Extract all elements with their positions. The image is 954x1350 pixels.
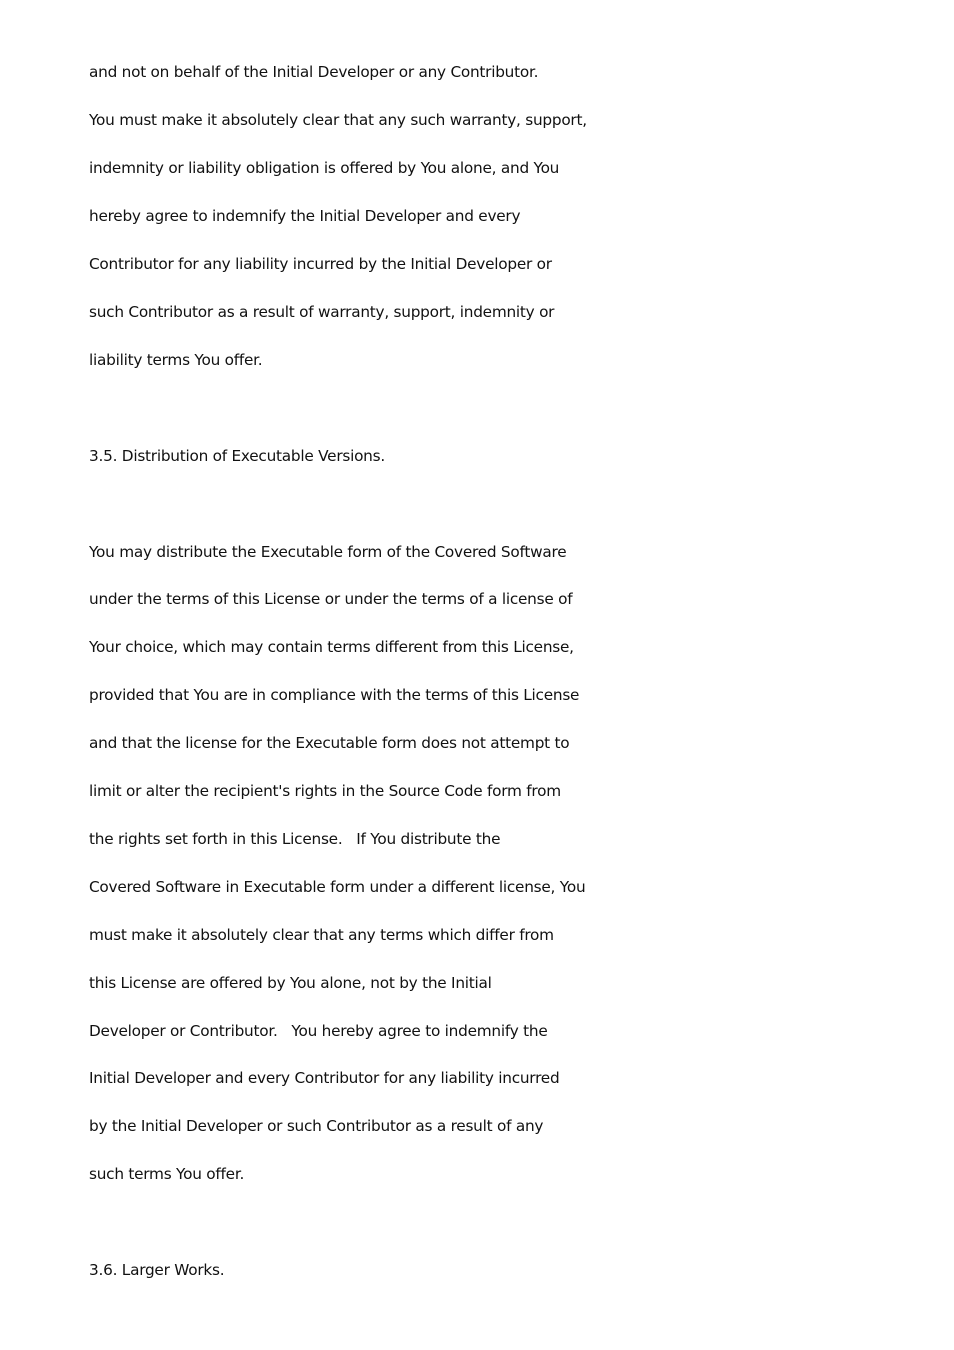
- paragraph-line: such terms You offer.: [89, 1165, 245, 1183]
- paragraph-line: liability terms You offer.: [89, 351, 263, 369]
- paragraph-line: must make it absolutely clear that any terms which differ from: [89, 926, 554, 944]
- paragraph-line: hereby agree to indemnify the Initial Developer and every: [89, 207, 521, 225]
- paragraph-line: Initial Developer and every Contributor for any liability incurred: [89, 1069, 560, 1087]
- paragraph-line: Covered Software in Executable form under a different license, You: [89, 878, 586, 896]
- paragraph-line: under the terms of this License or under the terms of a license of: [89, 590, 573, 608]
- paragraph-line: limit or alter the recipient's rights in the Source Code form from: [89, 782, 561, 800]
- paragraph-line: such Contributor as a result of warranty, support, indemnity or: [89, 303, 555, 321]
- paragraph-line: provided that You are in compliance with the terms of this License: [89, 686, 580, 704]
- paragraph-line: Contributor for any liability incurred by the Initial Developer or: [89, 255, 552, 273]
- paragraph-line: indemnity or liability obligation is offered by You alone, and You: [89, 159, 560, 177]
- paragraph-line: and not on behalf of the Initial Developer or any Contributor.: [89, 63, 539, 81]
- paragraph-line: the rights set forth in this License. If You distribute the: [89, 830, 501, 848]
- paragraph-line: this License are offered by You alone, not by the Initial: [89, 974, 492, 992]
- paragraph-line: Your choice, which may contain terms different from this License,: [89, 638, 574, 656]
- section-heading-3-6: 3.6. Larger Works.: [89, 1261, 225, 1279]
- paragraph-line: Developer or Contributor. You hereby agree to indemnify the: [89, 1022, 548, 1040]
- paragraph-line: You must make it absolutely clear that any such warranty, support,: [89, 111, 587, 129]
- paragraph-line: by the Initial Developer or such Contributor as a result of any: [89, 1117, 544, 1135]
- paragraph-line: and that the license for the Executable form does not attempt to: [89, 734, 570, 752]
- section-heading-3-5: 3.5. Distribution of Executable Versions.: [89, 447, 385, 465]
- paragraph-line: You may distribute the Executable form of the Covered Software: [89, 543, 567, 561]
